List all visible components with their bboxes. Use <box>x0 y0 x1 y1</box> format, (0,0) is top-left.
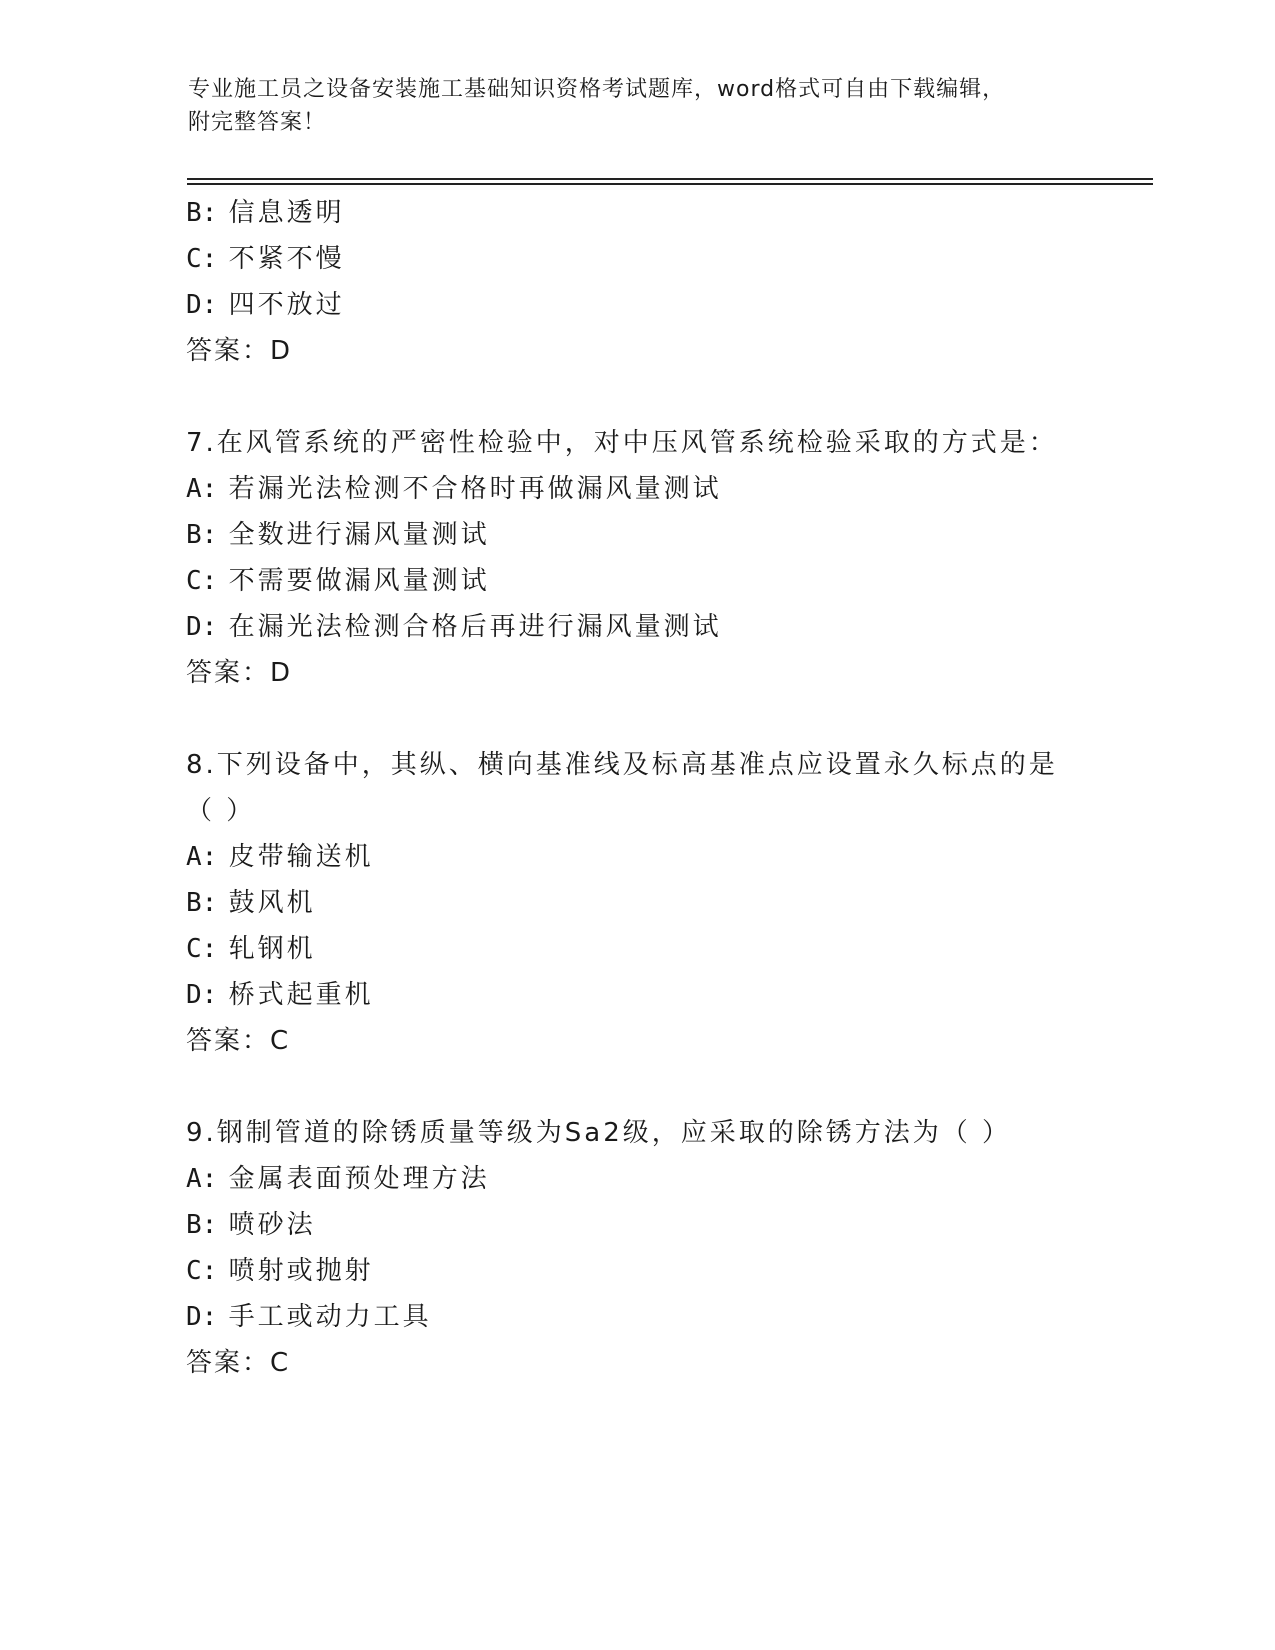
option-letter: C: <box>186 1256 218 1286</box>
header-divider-bottom <box>187 183 1153 185</box>
option-letter: A: <box>186 1164 218 1194</box>
question-8 <box>186 742 1146 1064</box>
option-d <box>186 604 1146 650</box>
question-7 <box>186 420 1146 696</box>
answer-line: 答案：C <box>186 1026 291 1056</box>
option-letter: B: <box>186 1210 218 1240</box>
option-text: 手工或动力工具 <box>228 1302 432 1332</box>
option-letter: D: <box>186 980 218 1010</box>
option-text: 四不放过 <box>228 290 345 320</box>
question-text: 7.在风管系统的严密性检验中，对中压风管系统检验采取的方式是： <box>186 428 1058 458</box>
option-letter: C: <box>186 934 218 964</box>
option-text: 喷射或抛射 <box>228 1256 374 1286</box>
header-divider-top <box>187 178 1153 180</box>
question-text-continued: （ ） <box>186 796 256 826</box>
option-d <box>186 972 1146 1018</box>
document-header <box>188 73 1088 139</box>
option-text: 信息透明 <box>228 198 345 228</box>
option-text: 皮带输送机 <box>228 842 374 872</box>
option-d <box>186 1294 1146 1340</box>
option-b <box>186 880 1146 926</box>
option-text: 不需要做漏风量测试 <box>228 566 490 596</box>
option-d <box>186 282 1146 328</box>
header-line-2: 附完整答案！ <box>188 110 327 135</box>
question-9 <box>186 1110 1146 1386</box>
question-6 <box>186 190 1146 374</box>
option-letter: B: <box>186 520 218 550</box>
spacer <box>186 1064 1146 1110</box>
option-text: 不紧不慢 <box>228 244 345 274</box>
spacer <box>186 696 1146 742</box>
option-letter: D: <box>186 1302 218 1332</box>
option-letter: D: <box>186 612 218 642</box>
option-text: 金属表面预处理方法 <box>228 1164 490 1194</box>
question-text: 8.下列设备中，其纵、横向基准线及标高基准点应设置永久标点的是 <box>186 750 1058 780</box>
option-b <box>186 190 1146 236</box>
option-text: 若漏光法检测不合格时再做漏风量测试 <box>228 474 722 504</box>
option-b <box>186 512 1146 558</box>
option-text: 在漏光法检测合格后再进行漏风量测试 <box>228 612 722 642</box>
answer-line: 答案：C <box>186 1348 291 1378</box>
option-letter: B: <box>186 198 218 228</box>
option-letter: C: <box>186 244 218 274</box>
spacer <box>186 374 1146 420</box>
answer-line: 答案：D <box>186 658 293 688</box>
option-letter: B: <box>186 888 218 918</box>
option-letter: C: <box>186 566 218 596</box>
option-text: 桥式起重机 <box>228 980 374 1010</box>
option-c <box>186 558 1146 604</box>
question-text: 9.钢制管道的除锈质量等级为Sa2级，应采取的除锈方法为（ ） <box>186 1118 1012 1148</box>
option-text: 全数进行漏风量测试 <box>228 520 490 550</box>
option-text: 轧钢机 <box>228 934 316 964</box>
option-text: 喷砂法 <box>228 1210 316 1240</box>
option-c <box>186 236 1146 282</box>
option-a <box>186 834 1146 880</box>
option-a <box>186 1156 1146 1202</box>
option-letter: A: <box>186 842 218 872</box>
option-c <box>186 926 1146 972</box>
option-a <box>186 466 1146 512</box>
header-line-1: 专业施工员之设备安装施工基础知识资格考试题库，word格式可自由下载编辑， <box>188 77 1006 102</box>
question-list <box>186 190 1146 1386</box>
option-b <box>186 1202 1146 1248</box>
option-text: 鼓风机 <box>228 888 316 918</box>
answer-line: 答案：D <box>186 336 293 366</box>
option-letter: D: <box>186 290 218 320</box>
option-c <box>186 1248 1146 1294</box>
option-letter: A: <box>186 474 218 504</box>
